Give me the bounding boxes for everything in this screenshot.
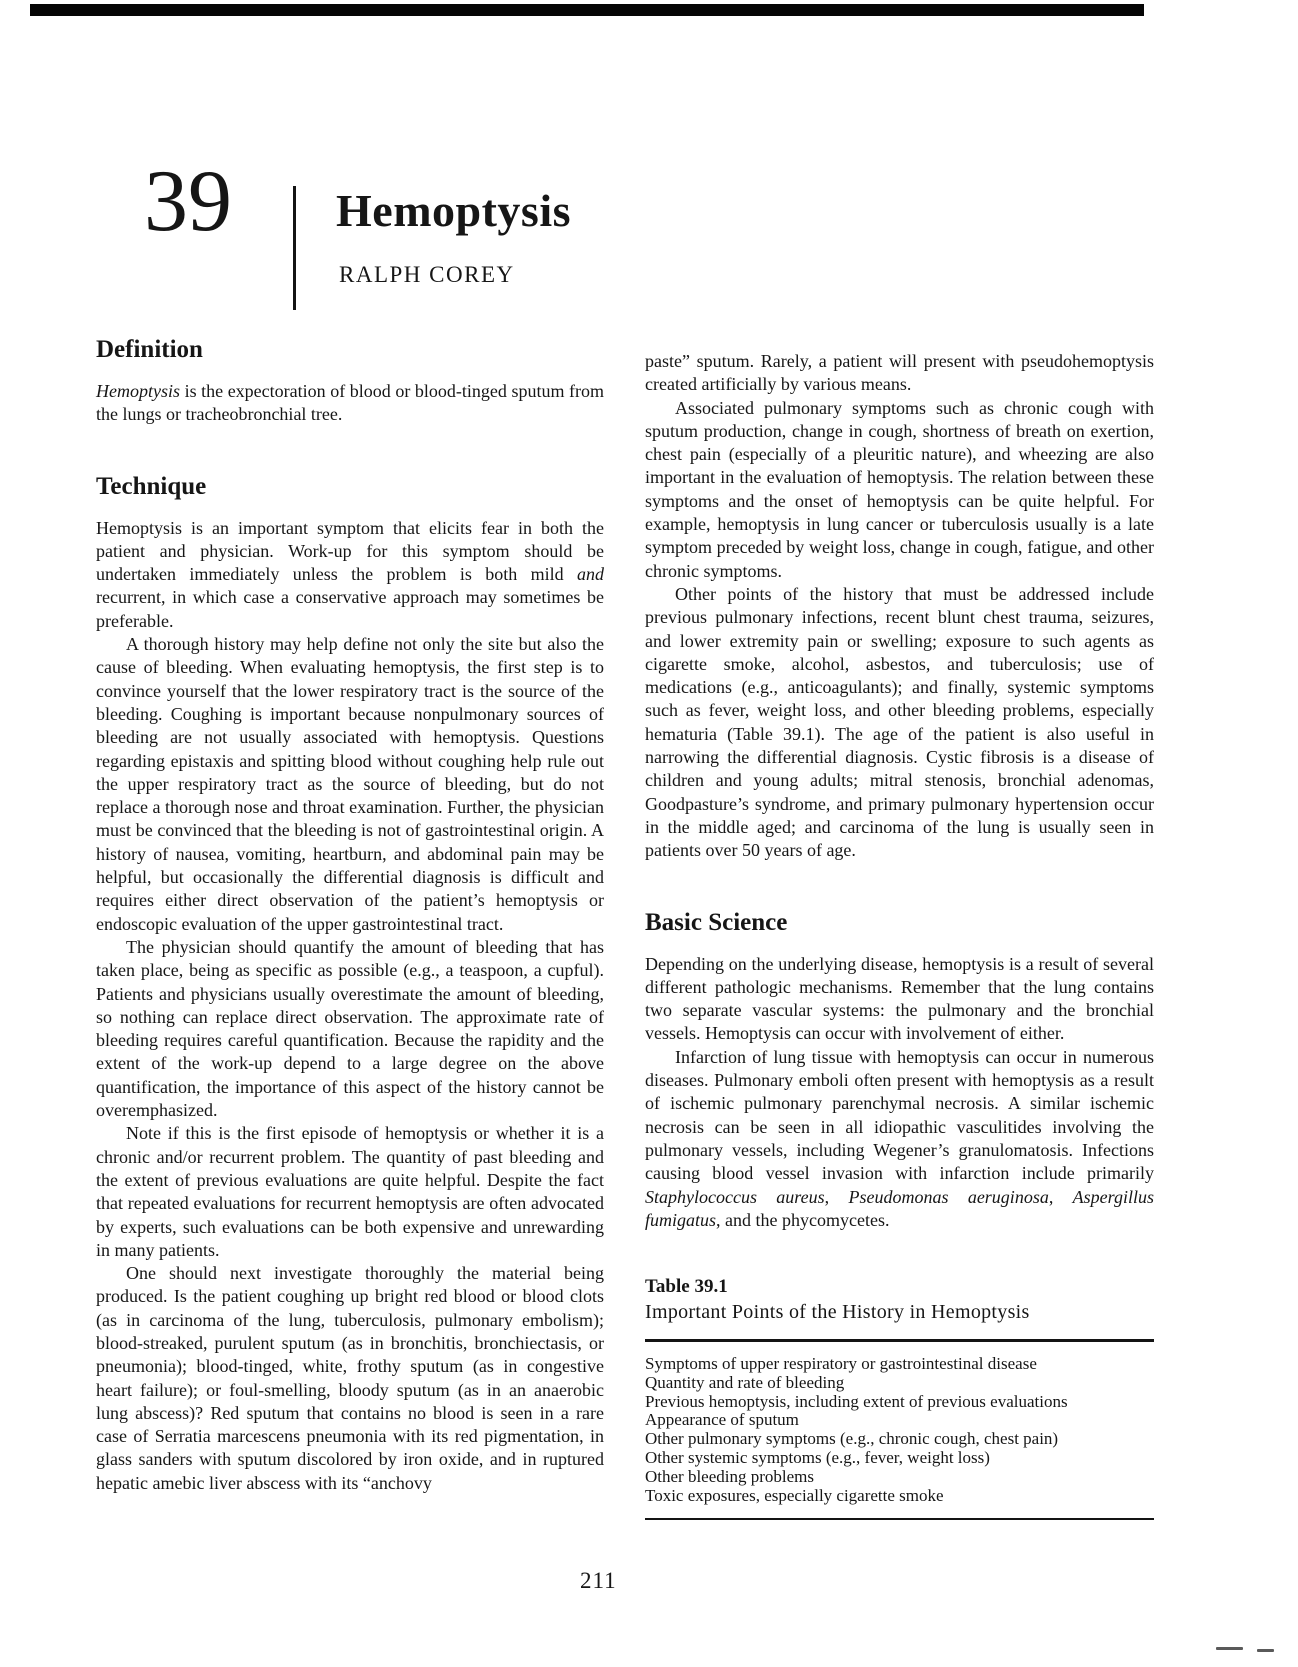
table-row: Previous hemoptysis, including extent of previous evaluations (645, 1391, 1068, 1411)
table-39-1 (645, 1274, 1154, 1520)
history-paragraph-2: Associated pulmonary symptoms such as chronic cough with sputum production, change in cough, shortness of breath on exertion, chest pain (especially of a pleuritic nature), and wheezing are also important in the evaluation of hemoptysis. The relation between these symptoms and the onset of hemoptysis can be quite helpful. For example, hemoptysis in lung cancer or tuberculosis usually is a late symptom preceded by weight loss, change in cough, fatigue, and other chronic symptoms. (645, 397, 1154, 581)
table-row: Toxic exposures, especially cigarette smoke (645, 1485, 944, 1505)
section-heading-technique: Technique (96, 472, 207, 500)
technique-paragraph-1: Hemoptysis is an important symptom that elicits fear in both the patient and physician. Work-up for this symptom should be undertaken immediately unless the problem is both mild and recurrent, in which case a conservative approach may sometimes be preferable. (96, 517, 604, 631)
chapter-author: RALPH COREY (339, 262, 515, 287)
scan-artifact-top-bar (30, 4, 1144, 16)
table-bottom-rule (645, 1518, 1154, 1520)
scan-artifact-dash (1257, 1649, 1274, 1652)
table-row: Other pulmonary symptoms (e.g., chronic cough, chest pain) (645, 1429, 1059, 1449)
section-heading-basic-science: Basic Science (645, 908, 788, 936)
table-label: Table 39.1 (645, 1276, 728, 1298)
table-row: Other bleeding problems (645, 1466, 815, 1486)
definition-paragraph: Hemoptysis is the expectoration of blood or blood-tinged sputum from the lungs or tracheobronchial tree. (96, 381, 604, 425)
table-top-rule (645, 1339, 1154, 1342)
table-title: Important Points of the History in Hemoptysis (645, 1301, 1030, 1324)
table-row: Other systemic symptoms (e.g., fever, weight loss) (645, 1448, 990, 1468)
chapter-number: 39 (144, 153, 232, 250)
technique-paragraph-3: The physician should quantify the amount of bleeding that has taken place, being as specific as possible (e.g., a teaspoon, a cupful). Patients and physicians usually overestimate the amount of bleeding, so nothing can replace direct observation. The approximate rate of bleeding requires careful quantification. Because the rapidity and the extent of the work-up depend to a large degree on the above quantification, the importance of this aspect of the history cannot be overemphasized. (96, 936, 604, 1121)
technique-paragraph-5: One should next investigate thoroughly the material being produced. Is the patient coughing up bright red blood or blood clots (as in carcinoma of the lung, tuberculosis, pulmonary embolism); blood-streaked, purulent sputum (as in bronchitis, bronchiectasis, or pneumonia); blood-tinged, white, frothy sputum (as in congestive heart failure); or foul-smelling, bloody sputum (as in an anaerobic lung abscess)? Red sputum that contains no blood is seen in a rare case of Serratia marcescens pneumonia with its red pigmentation, in glass sanders with sputum discolored by iron oxide, and in ruptured hepatic amebic liver abscess with its “anchovy (96, 1263, 604, 1493)
header-divider-rule (293, 186, 296, 310)
page-number: 211 (580, 1568, 617, 1593)
table-row: Quantity and rate of bleeding (645, 1372, 845, 1392)
right-column (645, 350, 1154, 1520)
chapter-title: Hemoptysis (336, 185, 571, 236)
table-row: Symptoms of upper respiratory or gastrointestinal disease (645, 1354, 1037, 1374)
technique-paragraph-5-continued: paste” sputum. Rarely, a patient will present with pseudohemoptysis created artificially by various means. (645, 351, 1154, 395)
basic-science-paragraph-1: Depending on the underlying disease, hemoptysis is a result of several different pathologic mechanisms. Remember that the lung contains two separate vascular systems: the pulmonary and the bronchial vessels. Hemoptysis can occur with involvement of either. (645, 953, 1154, 1044)
technique-paragraph-2: A thorough history may help define not only the site but also the cause of bleeding. When evaluating hemoptysis, the first step is to convince yourself that the lower respiratory tract is the source of the bleeding. Coughing is important because nonpulmonary sources of bleeding are not usually associated with hemoptysis. Questions regarding epistaxis and spitting blood without coughing help rule out the upper respiratory tract as the source of bleeding, but do not replace a thorough nose and throat examination. Further, the physician must be convinced that the bleeding is not of gastrointestinal origin. A history of nausea, vomiting, heartburn, and abdominal pain may be helpful, but occasionally the differential diagnosis is difficult and requires either direct observation of the patient’s hemoptysis or endoscopic evaluation of the upper gastrointestinal tract. (96, 634, 604, 934)
history-paragraph-3: Other points of the history that must be addressed include previous pulmonary infections, recent blunt chest trauma, seizures, and lower extremity pain or swelling; exposure to such agents as cigarette smoke, alcohol, asbestos, and tuberculosis; use of medications (e.g., anticoagulants); and finally, systemic symptoms such as fever, weight loss, and other bleeding problems, especially hematuria (Table 39.1). The age of the patient is also useful in narrowing the differential diagnosis. Cystic fibrosis is a disease of children and young adults; mitral stenosis, bronchial adenomas, Goodpasture’s syndrome, and primary pulmonary hypertension occur in the middle aged; and carcinoma of the lung is usually seen in patients over 50 years of age. (645, 583, 1154, 861)
basic-science-paragraph-2: Infarction of lung tissue with hemoptysis can occur in numerous diseases. Pulmonary emboli often present with hemoptysis as a result of ischemic pulmonary parenchymal necrosis. A similar ischemic necrosis can be seen in all idiopathic vasculitides involving the pulmonary vessels, including Wegener’s granulomatosis. Infections causing blood vessel invasion with infarction include primarily Staphylococcus aureus, Pseudomonas aeruginosa, Aspergillus fumigatus, and the phycomycetes. (645, 1046, 1155, 1230)
left-column (96, 336, 604, 1495)
technique-paragraph-4: Note if this is the first episode of hemoptysis or whether it is a chronic and/or recurrent problem. The quantity of past bleeding and the extent of previous evaluations are quite helpful. Despite the fact that repeated evaluations for recurrent hemoptysis are often advocated by experts, such evaluations can be both expensive and unrewarding in many patients. (96, 1123, 604, 1260)
table-row: Appearance of sputum (645, 1410, 799, 1430)
scan-artifact-dash (1216, 1647, 1243, 1650)
table-rows (645, 1355, 1154, 1505)
section-heading-definition: Definition (96, 336, 203, 363)
